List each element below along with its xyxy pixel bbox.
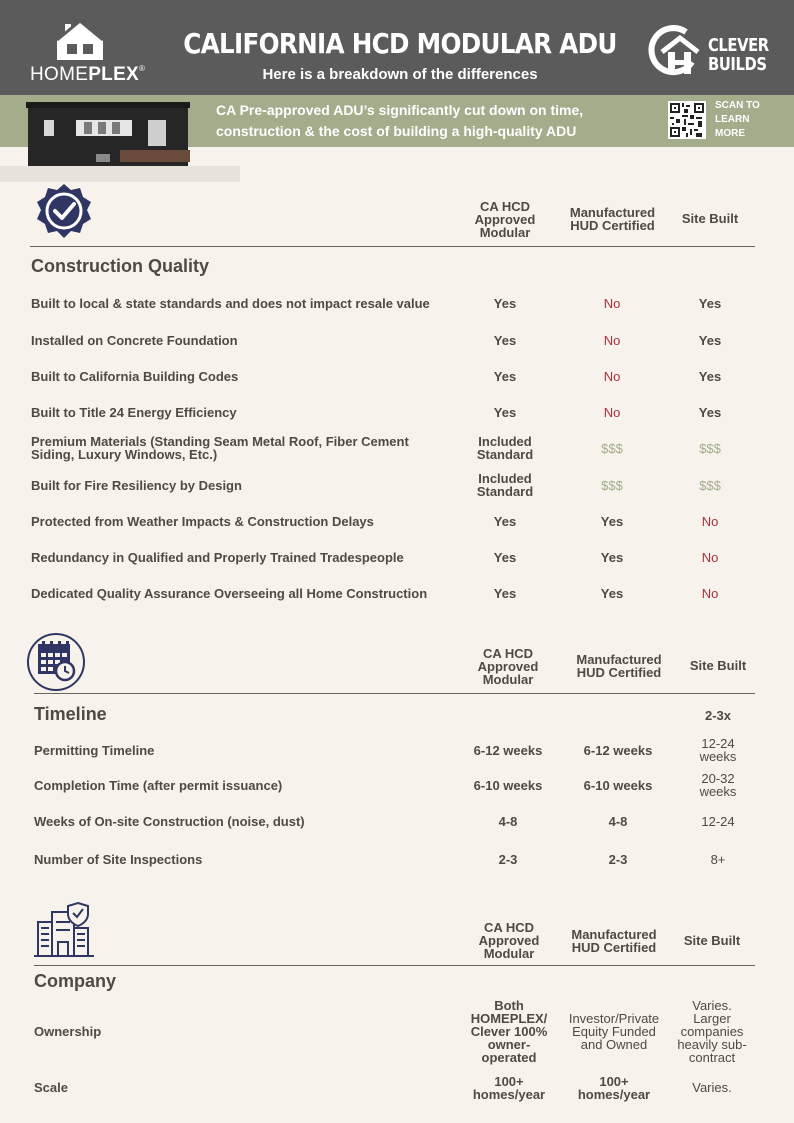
col-header-site: Site Built: [689, 658, 747, 673]
brand-builds: BUILDS: [708, 54, 767, 75]
house-icon: [55, 18, 105, 60]
col-header-modular: CA HCD Approved Modular: [477, 646, 539, 687]
col-header-site: Site Built: [683, 933, 741, 948]
scan-to-learn-label: SCAN TO LEARN MORE: [715, 100, 760, 139]
divider: [30, 246, 755, 247]
brand-clever: CLEVER: [708, 35, 769, 56]
homeplex-logo: [28, 18, 146, 88]
clever-house-icon: [646, 22, 706, 78]
divider: [34, 693, 755, 694]
adu-house-illustration: [0, 100, 240, 182]
calendar-clock-icon: [26, 632, 86, 692]
divider: [34, 965, 755, 966]
brand-home: HOME: [30, 64, 89, 85]
page-title: CALIFORNIA HCD MODULAR ADU: [183, 27, 617, 60]
promo-text: CA Pre-approved ADU’s significantly cut down on time, construction & the cost of building a high-quality ADU: [216, 102, 584, 139]
col-header-manufactured: Manufactured HUD Certified: [569, 205, 656, 233]
timeline-site-multiplier: 2-3x: [704, 708, 732, 723]
col-header-manufactured: Manufactured HUD Certified: [571, 927, 657, 955]
col-header-modular: CA HCD Approved Modular: [478, 920, 540, 961]
registered-mark: ®: [139, 64, 146, 73]
section-title-company: Company: [34, 971, 117, 991]
building-shield-icon: [34, 900, 96, 960]
section-title-construction: Construction Quality: [31, 256, 210, 276]
qr-code[interactable]: [668, 101, 706, 139]
page-subtitle: Here is a breakdown of the differences: [262, 66, 538, 83]
col-header-manufactured: Manufactured HUD Certified: [576, 652, 662, 680]
clever-builds-logo: [646, 22, 769, 82]
badge-check-icon: [34, 182, 94, 242]
qr-code-icon: [670, 103, 704, 137]
col-header-modular: CA HCD Approved Modular: [474, 199, 536, 240]
col-header-site: Site Built: [681, 211, 739, 226]
brand-plex: PLEX: [88, 64, 140, 85]
section-title-timeline: Timeline: [34, 704, 107, 724]
header: [0, 0, 794, 95]
